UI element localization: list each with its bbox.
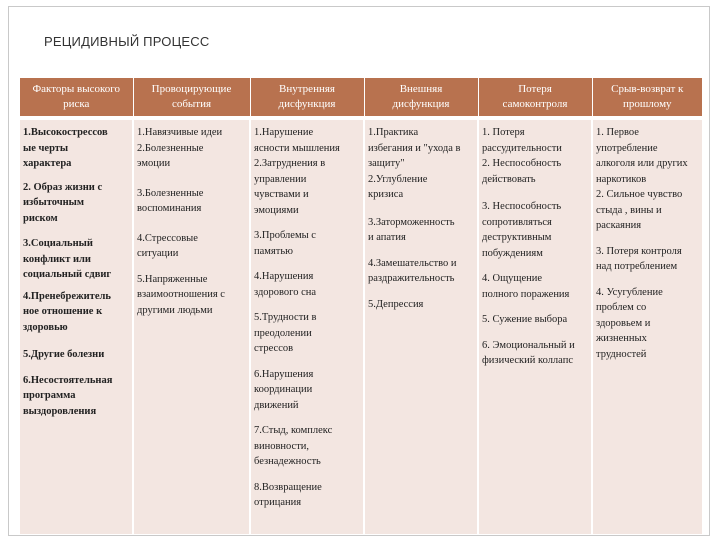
list-item: 1.Практика избегания и "ухода в защиту" xyxy=(368,127,461,169)
list-item: 1.Нарушение ясности мышления xyxy=(254,127,340,154)
list-item: 4.Замешательство и раздражительность xyxy=(368,257,457,284)
list-item: 5.Напряженные взаимоотношения с другими людьми xyxy=(137,273,225,316)
list-item: 1. Первое употребление алкоголя или других наркотиков xyxy=(596,127,688,185)
header-internal-dysfunction: Внутренняя дисфункция xyxy=(250,78,364,116)
header-loss-of-control: Потеря самоконтроля xyxy=(478,78,592,116)
list-item: 2. Сильное чувство стыда , вины и раскаяния xyxy=(596,189,683,231)
list-item: 3.Проблемы с памятью xyxy=(254,230,316,257)
list-item: 4. Усугубление проблем со здоровьем и жизненных трудностей xyxy=(596,286,663,360)
list-item: 2. Образ жизни с избыточным риском xyxy=(23,181,103,224)
table-body-row xyxy=(20,120,702,534)
table-header-row xyxy=(20,78,702,116)
list-item: 7.Стыд, комплекс виновности, безнадежность xyxy=(254,425,333,467)
list-item: 3.Заторможенность и апатия xyxy=(368,216,455,243)
column-risk-factors xyxy=(20,120,133,534)
list-item: 3.Болезненные воспоминания xyxy=(137,187,204,214)
list-item: 3. Неспособность сопротивляться деструктивным побуждениям xyxy=(482,201,562,259)
list-item: 4. Ощущение полного поражения xyxy=(482,273,570,300)
list-item: 5.Трудности в преодолении стрессов xyxy=(254,312,317,354)
column-relapse xyxy=(592,120,702,534)
header-triggering-events: Провоцирующие события xyxy=(133,78,250,116)
list-item: 3. Потеря контроля над потреблением xyxy=(596,245,682,272)
list-item: 2. Неспособность действовать xyxy=(482,158,562,185)
column-triggering-events xyxy=(133,120,250,534)
list-item: 1.Навязчивые идеи xyxy=(137,127,223,138)
list-item: 8.Возвращение отрицания xyxy=(254,481,322,508)
list-item: 5.Другие болезни xyxy=(23,349,105,360)
list-item: 5. Сужение выбора xyxy=(482,314,568,325)
relapse-process-table xyxy=(20,78,702,534)
column-internal-dysfunction xyxy=(250,120,364,534)
list-item: 2.Углубление кризиса xyxy=(368,173,428,200)
list-item: 2.Болезненные эмоции xyxy=(137,142,204,169)
column-loss-of-control xyxy=(478,120,592,534)
list-item: 4.Стрессовые ситуации xyxy=(137,232,198,259)
header-relapse: Срыв-возврат к прошлому xyxy=(592,78,702,116)
list-item: 6. Эмоциональный и физический коллапс xyxy=(482,339,575,366)
list-item: 5.Депрессия xyxy=(368,298,424,310)
slide-title: РЕЦИДИВНЫЙ ПРОЦЕСС xyxy=(44,34,210,49)
list-item: 6.Несостоятельная программа выздоровления xyxy=(23,374,113,417)
list-item: 1. Потеря рассудительности xyxy=(482,127,562,154)
list-item: 4.Пренебрежитель ное отношение к здоровью xyxy=(23,290,111,333)
column-external-dysfunction xyxy=(364,120,478,534)
list-item: 3.Социальный конфликт или социальный сдвиг xyxy=(23,238,112,280)
header-external-dysfunction: Внешняя дисфункция xyxy=(364,78,478,116)
list-item: 2.Затруднения в управлении чувствами и эмоциями xyxy=(254,158,326,216)
list-item: 4.Нарушения здорового сна xyxy=(254,271,317,298)
list-item: 6.Нарушения координации движений xyxy=(254,368,314,411)
header-risk-factors: Факторы высокого риска xyxy=(20,78,133,116)
list-item: 1.Высокострессов ые черты характера xyxy=(23,127,108,169)
